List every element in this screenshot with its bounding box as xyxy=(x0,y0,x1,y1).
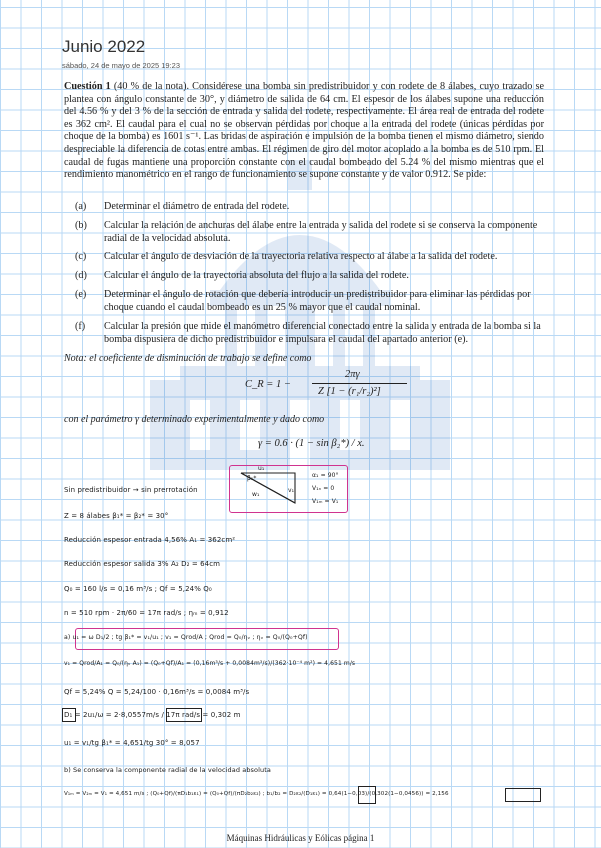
formula-lhs: C_R = 1 − xyxy=(245,379,291,390)
hw-line: Reducción espesor entrada 4,56% A₁ = 362cm² xyxy=(64,536,236,544)
formula-gamma: γ = 0.6 · (1 − sin β₂*) / x. xyxy=(258,438,365,449)
question-item: (e) Determinar el ángulo de rotación que debería introducir un predistribuidor para eliminar las pérdidas por choque cuando el caudal bombeado es un 25 % mayor que el caudal nominal. xyxy=(75,289,531,313)
tri-alpha: α₁ = 90° xyxy=(312,472,339,479)
note-line: con el parámetro γ determinado experimentalmente y dado como xyxy=(64,414,325,425)
date-line: sábado, 24 de mayo de 2025 19:23 xyxy=(62,61,181,70)
tri-v-label: v₁ xyxy=(288,487,295,494)
hw-line: Z = 8 álabes β₁* = β₂* = 30° xyxy=(64,512,169,520)
question-item: (d) Calcular el ángulo de la trayectoria absoluta del flujo a la salida del rodete. xyxy=(75,270,409,281)
fraction-bar xyxy=(312,383,407,384)
hw-line: u₁ = v₁/tg β₁* = 4,651/tg 30° = 8,057 xyxy=(64,739,200,747)
hw-line: v₁ = Qrod/A₁ = Q₀/(ηᵥ A₁) = (Q₀+Qf)/A₁ = (0,16m³/s + 0,0084m³/s)/(362·10⁻⁴ m²) = 4,651 m/s xyxy=(64,660,356,667)
page-title: Junio 2022 xyxy=(62,37,146,56)
hw-line: Qf = 5,24% Q = 5,24/100 · 0,16m³/s = 0,0084 m³/s xyxy=(64,688,250,696)
hw-line: Q₀ = 160 l/s = 0,16 m³/s ; Qf = 5,24% Q₀ xyxy=(64,585,212,593)
hw-line: a) u₁ = ω D₁/2 ; tg β₁* = v₁/u₁ ; v₁ = Qrod/A ; Qrod = Q₀/ηᵥ ; ηᵥ = Q₀/(Q₀+Qf) xyxy=(64,634,308,641)
tri-w-label: w₁ xyxy=(252,491,260,498)
hw-line: V₁ₘ = V₂ₘ = V₁ = 4,651 m/s ; (Q₀+Qf)/(πD₁b₁ε₁) = (Q₀+Qf)/(πD₂b₂ε₂) ; b₁/b₂ = D₂ε₂/(D₁ε₁) = 0,64(1−0,03)/(0,302(1−0,0456)) = 2,156 xyxy=(64,791,449,797)
question-item: (b) Calcular la relación de anchuras del álabe entre la entrada y salida del rodete si se conserva la componente radial de la velocidad absoluta. xyxy=(75,220,538,244)
question-item: (a) Determinar el diámetro de entrada del rodete. xyxy=(75,201,290,212)
page-footer: Máquinas Hidráulicas y Eólicas página 1 xyxy=(226,833,375,843)
result-box xyxy=(505,788,541,802)
hw-line: b) Se conserva la componente radial de la velocidad absoluta xyxy=(64,766,271,774)
hw-line: Reducción espesor salida 3% A₂ D₂ = 64cm xyxy=(64,560,221,568)
question-item: (f) Calcular la presión que mide el manómetro diferencial conectado entre la salida y entrada de la bomba si la bomba dispusiera de dicho predistribuidor e impulsara el caudal del apartado anterior (e). xyxy=(75,321,541,345)
tri-u-label: u₁ xyxy=(258,465,265,472)
question-item: (c) Calcular el ángulo de desviación de la trayectoria relativa respecto al álabe a la salida del rodete. xyxy=(75,251,498,262)
tri-v1m: V₁ₘ = V₁ xyxy=(312,498,339,505)
problem-text: (40 % de la nota). Considérese una bomba sin predistribuidor y con rodete de 8 álabes, cuyo trazado se plantea con ángulo constante de 30°, y diámetro de salida de 64 cm. El espesor de los álabes supone una reducción del 4.56 % y del 3 % de la sección de entrada y salida del rodete, respectivamente. El área real de entrada del rodete es 362 cm². El caudal para el cual no se observan pérdidas por choque a la entrada del rodete (únicas pérdidas por choque de la bomba) es 1601 s⁻¹. Las bridas de aspiración e impulsión de la bomba tienen el mismo diámetro, siendo despreciable la diferencia de cotas entre ambas. El régimen de giro del motor acoplado a la bomba es de 510 rpm. El caudal de fugas mantiene una proporción constante con el caudal bombeado del 5.24 % del mismo mientras que el rendimiento manométrico en el rango de funcionamiento se supone constante y de valor 0.912. Se pide: xyxy=(64,81,545,181)
note-line: Nota: el coeficiente de disminución de trabajo se define como xyxy=(64,353,312,364)
tri-v1u: V₁ₙ = 0 xyxy=(312,485,335,492)
hw-line: Sin predistribuidor → sin prerrotación xyxy=(64,486,198,494)
tri-beta-label: β₁* xyxy=(247,475,257,482)
hw-line: D₁ = 2u₁/ω = 2·8,0557m/s / 17π rad/s = 0,302 m xyxy=(64,711,241,719)
problem-heading: Cuestión 1 xyxy=(64,81,111,92)
formula-denominator: Z [1 − (r₁/r₂)²] xyxy=(318,386,381,397)
problem-statement xyxy=(64,81,544,182)
hw-line: n = 510 rpm · 2π/60 = 17π rad/s ; ηₘ = 0,912 xyxy=(64,609,229,617)
formula-numerator: 2πγ xyxy=(345,369,360,380)
